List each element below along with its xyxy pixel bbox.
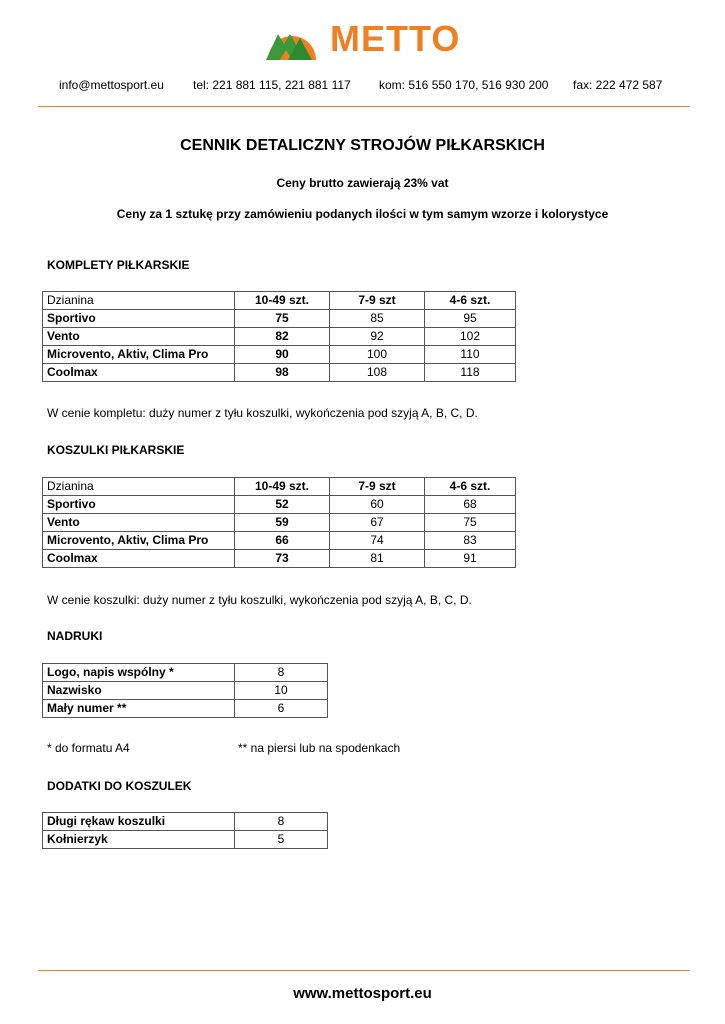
row-name: Sportivo [43,310,235,328]
nadruki-table [42,663,328,718]
row-value: 102 [425,328,516,346]
table-row [43,831,328,849]
table-row [43,700,328,718]
row-name: Długi rękaw koszulki [43,813,235,831]
row-value: 118 [425,364,516,382]
row-name: Kołnierzyk [43,831,235,849]
row-name: Coolmax [43,550,235,568]
row-value: 60 [330,496,425,514]
table-row [43,550,516,568]
footer-divider [38,970,690,971]
table-row [43,328,516,346]
row-value: 8 [235,664,328,682]
komplety-table [42,291,516,382]
row-value: 52 [235,496,330,514]
header-cell: 7-9 szt [330,292,425,310]
table-row [43,310,516,328]
row-value: 81 [330,550,425,568]
row-value: 92 [330,328,425,346]
brand-name: METTO [330,18,461,59]
table-row [43,514,516,532]
dodatki-heading: DODATKI DO KOSZULEK [47,779,192,793]
row-value: 10 [235,682,328,700]
header-cell: Dzianina [43,292,235,310]
row-name: Sportivo [43,496,235,514]
contact-email[interactable]: info@mettosport.eu [59,78,164,92]
row-value: 95 [425,310,516,328]
row-value: 67 [330,514,425,532]
row-value: 91 [425,550,516,568]
row-name: Microvento, Aktiv, Clima Pro [43,532,235,550]
row-value: 98 [235,364,330,382]
row-name: Microvento, Aktiv, Clima Pro [43,346,235,364]
table-row [43,346,516,364]
table-row [43,813,328,831]
komplety-note: W cenie kompletu: duży numer z tyłu koszulki, wykończenia pod szyją A, B, C, D. [47,406,478,420]
quantity-note: Ceny za 1 sztukę przy zamówieniu podanych ilości w tym samym wzorze i kolorystyce [116,207,609,221]
contact-fax: fax: 222 472 587 [573,78,663,92]
koszulki-note: W cenie koszulki: duży numer z tyłu koszulki, wykończenia pod szyją A, B, C, D. [47,593,472,607]
row-value: 68 [425,496,516,514]
table-row [43,682,328,700]
header-cell: 10-49 szt. [235,478,330,496]
row-value: 66 [235,532,330,550]
header-divider [38,106,690,107]
table-header-row [43,478,516,496]
row-value: 59 [235,514,330,532]
footnote-chest: ** na piersi lub na spodenkach [238,741,401,755]
contact-kom: kom: 516 550 170, 516 930 200 [379,78,549,92]
table-row [43,664,328,682]
row-name: Nazwisko [43,682,235,700]
row-name: Vento [43,328,235,346]
dodatki-table [42,812,328,849]
footer-website-link[interactable]: www.mettosport.eu [293,985,432,1002]
metto-logo [262,16,472,64]
header-cell: Dzianina [43,478,235,496]
metto-logo-icon [262,18,322,62]
row-value: 82 [235,328,330,346]
vat-note: Ceny brutto zawierają 23% vat [276,176,449,190]
row-value: 90 [235,346,330,364]
header-cell: 10-49 szt. [235,292,330,310]
row-value: 100 [330,346,425,364]
contact-tel: tel: 221 881 115, 221 881 117 [193,78,351,92]
row-name: Logo, napis wspólny * [43,664,235,682]
row-value: 75 [425,514,516,532]
row-value: 110 [425,346,516,364]
page-title: CENNIK DETALICZNY STROJÓW PIŁKARSKICH [180,137,545,154]
row-value: 6 [235,700,328,718]
table-row [43,364,516,382]
header-cell: 4-6 szt. [425,292,516,310]
nadruki-heading: NADRUKI [47,629,103,643]
row-value: 73 [235,550,330,568]
row-name: Vento [43,514,235,532]
table-row [43,532,516,550]
komplety-heading: KOMPLETY PIŁKARSKIE [47,258,190,272]
row-value: 108 [330,364,425,382]
header-cell: 4-6 szt. [425,478,516,496]
table-header-row [43,292,516,310]
row-name: Mały numer ** [43,700,235,718]
koszulki-table [42,477,516,568]
row-name: Coolmax [43,364,235,382]
row-value: 83 [425,532,516,550]
row-value: 85 [330,310,425,328]
header-cell: 7-9 szt [330,478,425,496]
row-value: 5 [235,831,328,849]
footnote-a4: * do formatu A4 [47,741,130,755]
koszulki-heading: KOSZULKI PIŁKARSKIE [47,443,185,457]
row-value: 75 [235,310,330,328]
row-value: 74 [330,532,425,550]
table-row [43,496,516,514]
row-value: 8 [235,813,328,831]
